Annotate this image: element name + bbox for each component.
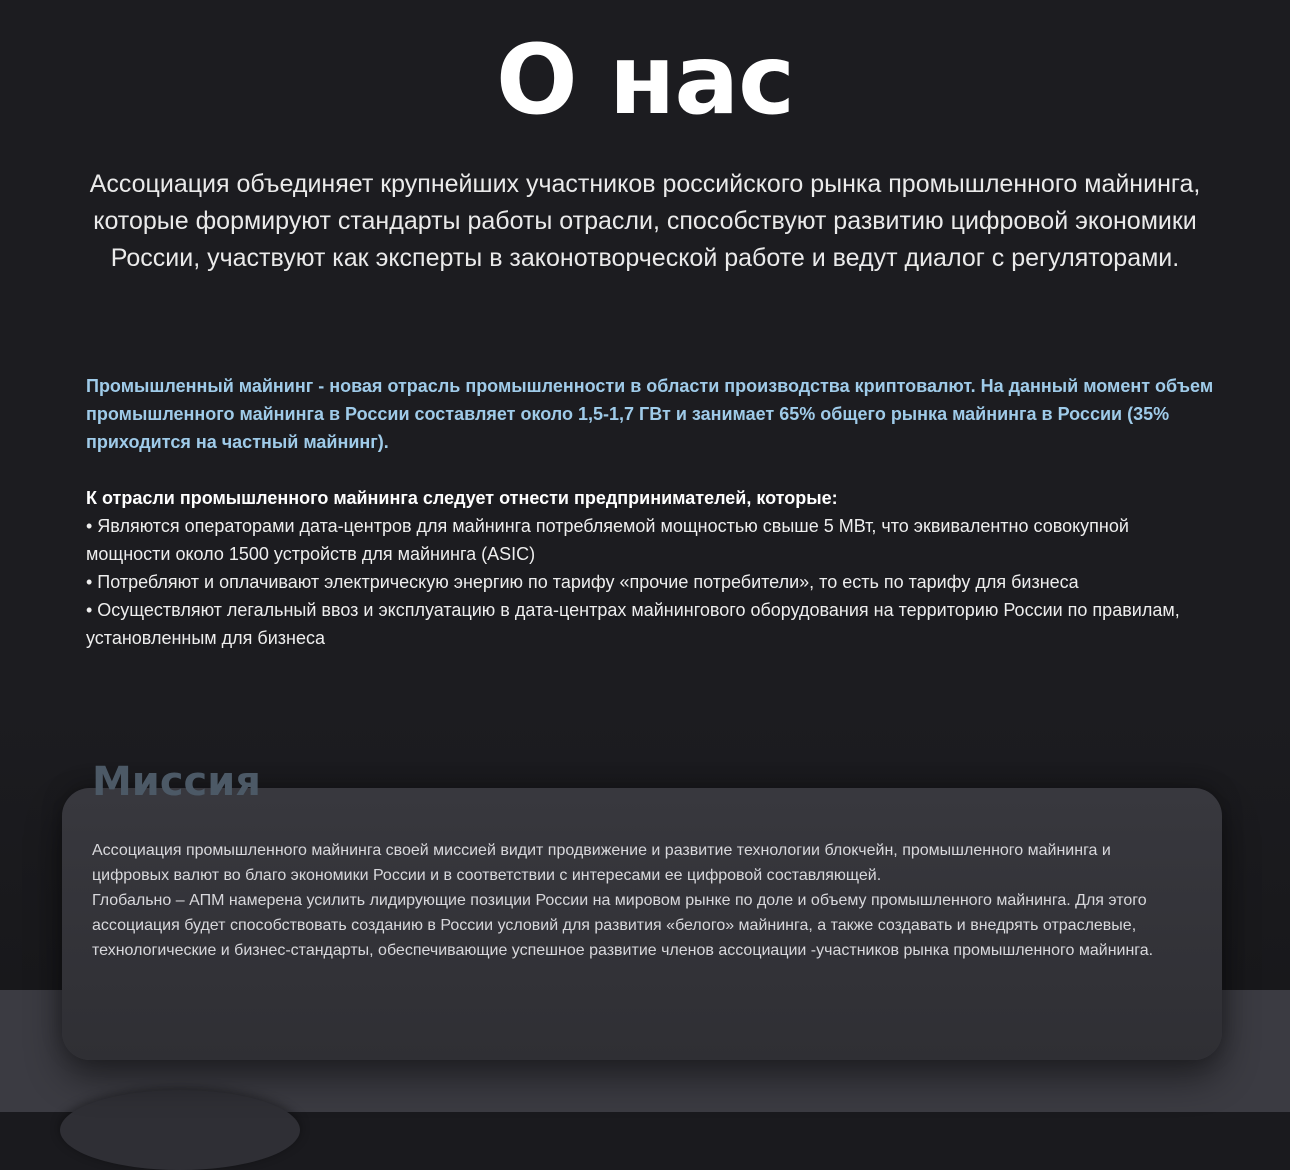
industry-highlight: Промышленный майнинг - новая отрасль промышленности в области производства криптовалют. На данный момент объем промышленного майнинга в России составляет около 1,5-1,7 ГВт и занимает 65% общего рынка майнинга в России (35% приходится на частный майнинг).: [86, 376, 1214, 452]
criteria-list: [86, 512, 1216, 652]
mission-paragraph: Ассоциация промышленного майнинга своей миссией видит продвижение и развитие технологии блокчейн, промышленного майнинга и цифровых валют во благо экономики России и в соответствии с интересами ее цифровой составляющей.: [92, 842, 1111, 884]
industry-section: [86, 372, 1216, 652]
mission-title: Миссия: [92, 759, 261, 805]
mission-text: [92, 838, 1192, 963]
mission-paragraph: Глобально – АПМ намерена усилить лидирующие позиции России на мировом рынке по доле и объему промышленного майнинга. Для этого ассоциация будет способствовать созданию в России условий для развития «белого» майнинга, а также создавать и внедрять отраслевые, технологические и бизнес-стандарты, обеспечивающие успешное развитие членов ассоциации -участников рынка промышленного майнинга.: [92, 892, 1154, 959]
page-title: О нас: [495, 24, 795, 136]
criteria-item: • Потребляют и оплачивают электрическую энергию по тарифу «прочие потребители», то есть по тарифу для бизнеса: [86, 572, 1079, 592]
criteria-item: • Осуществляют легальный ввоз и эксплуатацию в дата-центрах майнингового оборудования на территорию России по правилам, установленным для бизнеса: [86, 600, 1180, 648]
next-section-decoration: [60, 1090, 300, 1170]
criteria-title: К отрасли промышленного майнинга следует отнести предпринимателей, которые:: [86, 488, 838, 508]
intro-text: Ассоциация объединяет крупнейших участников российского рынка промышленного майнинга, которые формируют стандарты работы отрасли, способствуют развитию цифровой экономики России, участвуют как эксперты в законотворческой работе и ведут диалог с регуляторами.: [89, 170, 1201, 272]
criteria-item: • Являются операторами дата-центров для майнинга потребляемой мощностью свыше 5 МВт, что эквивалентно совокупной мощности около 1500 устройств для майнинга (ASIC): [86, 516, 1129, 564]
